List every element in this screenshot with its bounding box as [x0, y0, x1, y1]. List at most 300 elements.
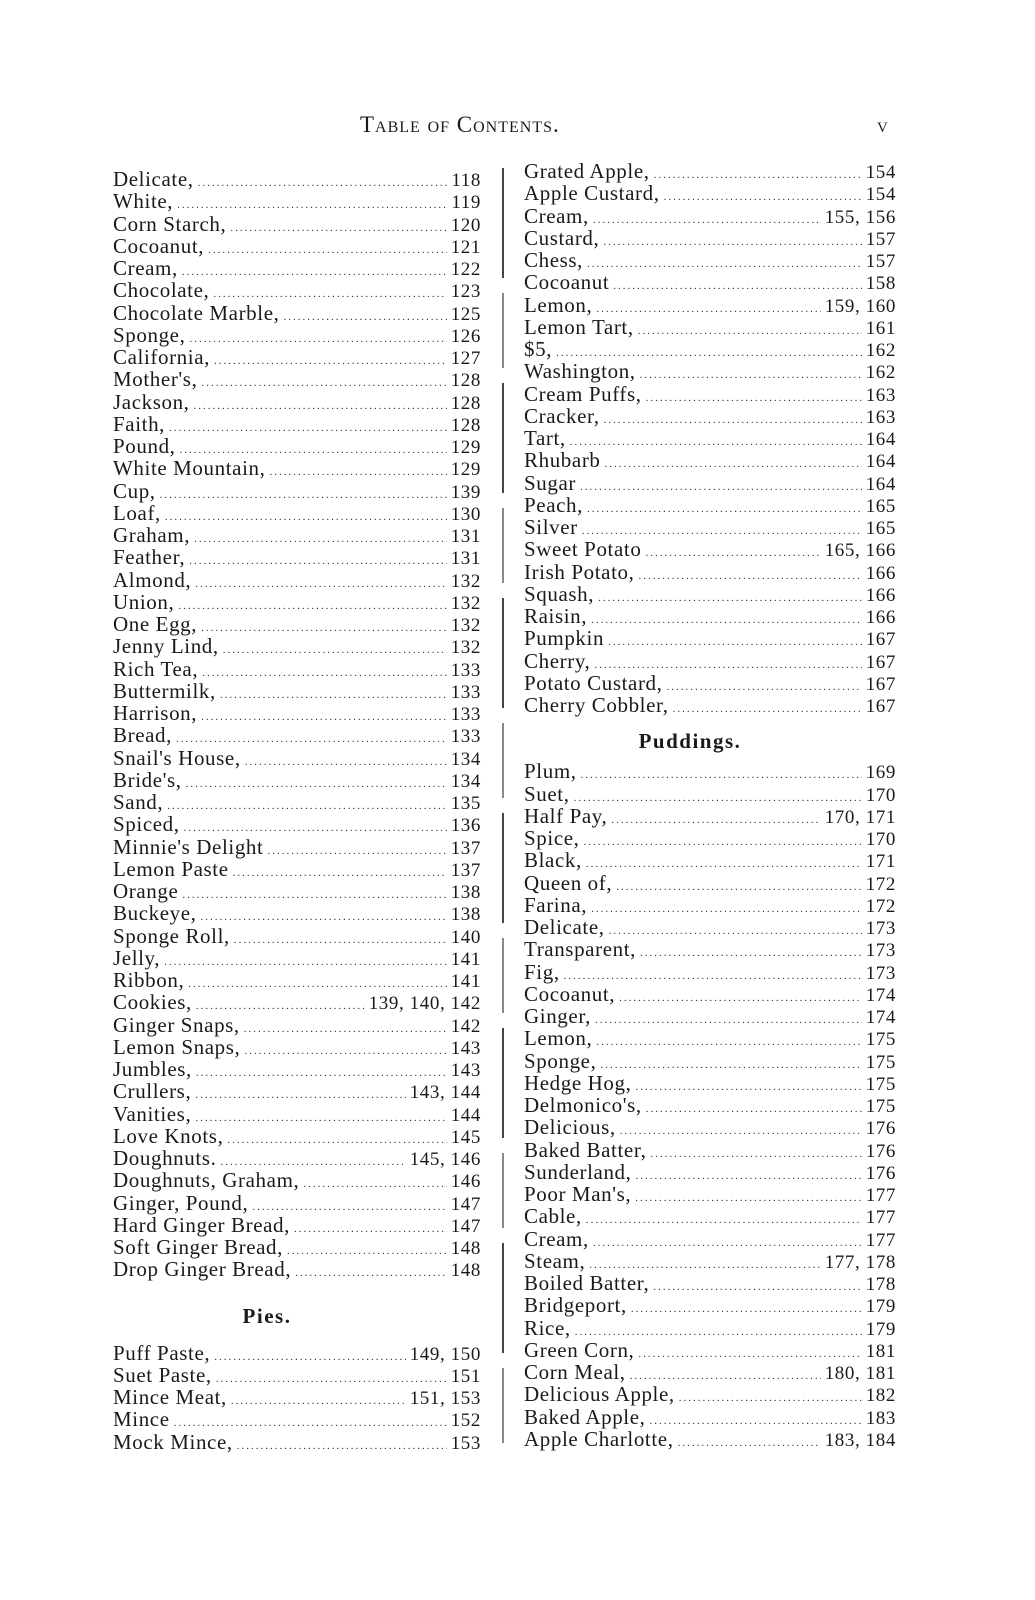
toc-entry	[113, 724, 481, 746]
entry-pages: 143	[450, 1037, 481, 1059]
entry-pages: 131	[450, 548, 481, 570]
dot-leader	[189, 328, 446, 350]
entry-pages: 173	[865, 940, 896, 962]
entry-name: Jumbles,	[113, 1057, 192, 1081]
entry-name: Boiled Batter,	[524, 1271, 650, 1295]
entry-name: Transparent,	[524, 937, 636, 962]
dot-leader	[608, 631, 862, 653]
dot-leader	[673, 698, 862, 720]
entry-name: Harrison,	[113, 701, 198, 725]
toc-entry	[113, 769, 481, 791]
entry-pages: 121	[450, 236, 481, 258]
dot-leader	[216, 1368, 447, 1390]
entry-name: Chocolate,	[113, 278, 210, 303]
dot-leader	[619, 987, 862, 1009]
toc-entry	[524, 205, 896, 227]
dot-leader	[194, 528, 447, 550]
entry-name: Graham,	[113, 523, 191, 547]
toc-entry	[524, 472, 896, 494]
toc-entry	[524, 227, 896, 249]
toc-entry	[113, 346, 481, 368]
toc-entry	[524, 916, 896, 938]
toc-entry	[524, 783, 896, 805]
entry-pages: 163	[865, 406, 896, 428]
dot-leader	[195, 1107, 446, 1129]
toc-entry	[524, 338, 896, 360]
entry-pages: 166	[865, 607, 896, 628]
toc-entry	[524, 516, 896, 538]
entry-pages: 179	[865, 1296, 896, 1318]
toc-entry	[524, 1183, 896, 1205]
entry-pages: 164	[865, 429, 896, 450]
entry-name: Minnie's Delight	[113, 834, 264, 859]
entry-name: Cherry Cobbler,	[524, 693, 669, 717]
entry-name: Baked Apple,	[524, 1404, 646, 1429]
entry-pages: 118	[451, 170, 481, 191]
cakes-list	[113, 168, 481, 1281]
dot-leader	[169, 417, 447, 439]
toc-entry	[113, 235, 481, 257]
entry-pages: 132	[450, 637, 481, 659]
entry-name: Bridgeport,	[524, 1293, 627, 1318]
pies-list	[113, 1342, 481, 1453]
entry-name: Squash,	[524, 581, 595, 606]
toc-entry	[524, 760, 896, 782]
entry-name: White Mountain,	[113, 456, 266, 481]
toc-entry	[524, 1250, 896, 1272]
entry-name: $5,	[524, 337, 553, 361]
dot-leader	[591, 898, 862, 920]
entry-pages: 139	[450, 481, 481, 503]
entry-pages: 125	[450, 303, 481, 325]
entry-name: Grated Apple,	[524, 159, 650, 183]
dot-leader	[650, 1410, 862, 1432]
entry-name: Raisin,	[524, 604, 588, 628]
dot-leader	[201, 372, 446, 394]
dot-leader	[678, 1432, 821, 1454]
dot-leader	[591, 609, 862, 631]
entry-name: Jackson,	[113, 389, 190, 414]
entry-pages: 177, 178	[824, 1251, 896, 1273]
entry-name: Farina,	[524, 892, 588, 917]
toc-entry	[524, 672, 896, 694]
toc-entry	[113, 324, 481, 346]
toc-entry	[113, 391, 481, 413]
entry-name: Cocoanut,	[524, 981, 616, 1006]
entry-pages: 180, 181	[824, 1363, 896, 1384]
entry-pages: 164	[865, 473, 896, 495]
entry-name: Cream,	[524, 1226, 589, 1251]
toc-entry	[113, 880, 481, 902]
entry-pages: 142	[450, 1015, 481, 1037]
entry-pages: 170	[865, 829, 896, 850]
toc-entry	[113, 1386, 481, 1408]
dot-leader	[201, 617, 447, 639]
toc-entry	[113, 1058, 481, 1080]
entry-pages: 174	[865, 1007, 896, 1028]
toc-entry	[113, 524, 481, 546]
toc-entry	[113, 480, 481, 502]
dot-leader	[202, 662, 447, 684]
entry-pages: 159, 160	[824, 295, 896, 317]
entry-name: Loaf,	[113, 500, 161, 525]
entry-pages: 175	[865, 1073, 896, 1095]
entry-pages: 138	[450, 882, 481, 903]
dot-leader	[244, 1018, 447, 1040]
entry-name: Sand,	[113, 790, 164, 814]
entry-pages: 169	[865, 762, 896, 784]
dot-leader	[245, 751, 447, 773]
dot-leader	[586, 853, 862, 875]
dot-leader	[603, 231, 861, 253]
dot-leader	[283, 306, 446, 328]
entry-pages: 137	[450, 837, 481, 859]
entry-name: Jelly,	[113, 945, 161, 970]
dot-leader	[294, 1218, 447, 1240]
dot-leader	[198, 172, 448, 194]
entry-name: California,	[113, 345, 210, 369]
entry-name: Ginger,	[524, 1004, 591, 1028]
toc-entry	[524, 1072, 896, 1094]
toc-entry	[113, 836, 481, 858]
dot-leader	[244, 1040, 446, 1062]
entry-name: Jenny Lind,	[113, 634, 219, 659]
toc-entry	[524, 872, 896, 894]
entry-pages: 170, 171	[824, 806, 896, 828]
dot-leader	[587, 498, 862, 520]
toc-entry	[524, 1139, 896, 1161]
entry-pages: 129	[450, 437, 481, 458]
dot-leader	[613, 275, 861, 297]
entry-name: Green Corn,	[524, 1337, 635, 1362]
dot-leader	[237, 1435, 447, 1457]
entry-pages: 183, 184	[824, 1429, 896, 1451]
toc-entry	[113, 457, 481, 479]
entry-pages: 143, 144	[409, 1082, 481, 1104]
toc-entry	[524, 1406, 896, 1428]
dot-leader	[196, 1062, 447, 1084]
entry-pages: 136	[450, 815, 481, 837]
toc-entry	[524, 1428, 896, 1450]
entry-name: Mince	[113, 1407, 170, 1432]
entry-name: Mock Mince,	[113, 1429, 233, 1454]
dot-leader	[194, 395, 447, 417]
toc-entry	[113, 747, 481, 769]
entry-name: One Egg,	[113, 612, 198, 636]
dot-leader	[593, 209, 821, 231]
toc-entry	[524, 827, 896, 849]
toc-entry	[113, 168, 481, 190]
toc-entry	[113, 969, 481, 991]
entry-name: Rice,	[524, 1315, 571, 1340]
toc-entry	[113, 1214, 481, 1236]
entry-pages: 130	[450, 503, 481, 525]
dot-leader	[646, 1098, 862, 1120]
entry-name: Cocoanut,	[113, 233, 205, 258]
entry-pages: 161	[865, 317, 896, 339]
toc-entry	[524, 583, 896, 605]
toc-entry	[524, 1027, 896, 1049]
toc-entry	[113, 1236, 481, 1258]
entry-name: Apple Charlotte,	[524, 1426, 674, 1451]
dot-leader	[635, 1076, 861, 1098]
puddings-list	[524, 760, 896, 1450]
entry-name: Delicate,	[113, 167, 194, 191]
entry-pages: 131	[450, 526, 481, 547]
entry-name: Apple Custard,	[524, 181, 660, 206]
dot-leader	[586, 1209, 862, 1231]
entry-pages: 141	[450, 971, 481, 992]
entry-name: Chocolate Marble,	[113, 300, 280, 325]
dot-leader	[287, 1240, 447, 1262]
entry-name: Spiced,	[113, 812, 180, 837]
entry-pages: 133	[450, 704, 481, 725]
dot-leader	[178, 595, 446, 617]
entry-name: Buckeye,	[113, 901, 197, 926]
entry-name: Feather,	[113, 545, 186, 570]
dot-leader	[667, 676, 862, 698]
dot-leader	[182, 261, 447, 283]
entry-pages: 128	[450, 392, 481, 414]
entry-name: Lemon Paste	[113, 856, 229, 881]
page-header	[0, 112, 1035, 142]
entry-name: Cream Puffs,	[524, 381, 642, 406]
entry-pages: 172	[865, 873, 896, 895]
dot-leader	[223, 639, 447, 661]
dot-leader	[201, 706, 447, 728]
toc-entry	[113, 1364, 481, 1386]
dot-leader	[598, 587, 862, 609]
entry-pages: 175	[865, 1051, 896, 1073]
entry-name: Cream,	[113, 256, 178, 280]
entry-pages: 145, 146	[409, 1149, 481, 1170]
toc-entry	[524, 805, 896, 827]
entry-name: Pound,	[113, 434, 176, 458]
entry-pages: 147	[450, 1193, 481, 1215]
entry-name: Irish Potato,	[524, 559, 635, 584]
entry-name: Sponge,	[524, 1048, 597, 1073]
toc-entry	[524, 894, 896, 916]
entry-name: Black,	[524, 848, 582, 873]
entry-name: Buttermilk,	[113, 678, 216, 703]
toc-entry	[113, 569, 481, 591]
entry-name: Cream,	[524, 203, 589, 228]
dot-leader	[186, 773, 447, 795]
toc-entry	[524, 961, 896, 983]
toc-entry	[524, 160, 896, 182]
dot-leader	[654, 164, 862, 186]
dot-leader	[195, 1084, 405, 1106]
entry-name: White,	[113, 189, 174, 214]
dot-leader	[580, 476, 862, 498]
toc-entry	[524, 1272, 896, 1294]
toc-entry	[113, 658, 481, 680]
entry-name: Cable,	[524, 1204, 582, 1229]
entry-name: Soft Ginger Bread,	[113, 1235, 284, 1259]
dot-leader	[570, 431, 862, 453]
toc-entry	[524, 405, 896, 427]
dot-leader	[587, 253, 862, 275]
dot-leader	[230, 217, 446, 239]
toc-entry	[524, 1317, 896, 1339]
toc-entry	[113, 190, 481, 212]
entry-pages: 154	[865, 184, 896, 206]
entry-pages: 141	[450, 948, 481, 970]
entry-name: Rich Tea,	[113, 656, 199, 681]
toc-entry	[524, 627, 896, 649]
entry-name: Sponge,	[113, 322, 186, 347]
toc-entry	[524, 1094, 896, 1116]
dot-leader	[609, 920, 862, 942]
entry-pages: 162	[865, 362, 896, 384]
dot-leader	[646, 387, 862, 409]
entry-pages: 165, 166	[824, 540, 896, 562]
toc-entry	[113, 435, 481, 457]
toc-entry	[113, 413, 481, 435]
dot-leader	[220, 684, 447, 706]
entry-name: Fig,	[524, 959, 560, 984]
entry-pages: 173	[865, 962, 896, 984]
entry-name: Union,	[113, 589, 175, 614]
entry-pages: 137	[450, 859, 481, 881]
toc-entry	[524, 1050, 896, 1072]
dot-leader	[165, 506, 447, 528]
dot-leader	[638, 320, 862, 342]
toc-entry	[113, 1258, 481, 1280]
entry-name: Sponge Roll,	[113, 923, 230, 948]
dot-leader	[604, 409, 862, 431]
entry-pages: 166	[865, 562, 896, 584]
dot-leader	[584, 831, 862, 853]
entry-name: Cocoanut	[524, 270, 610, 295]
dot-leader	[182, 884, 446, 906]
entry-name: Lemon,	[524, 1026, 593, 1051]
entry-name: Ginger Snaps,	[113, 1012, 240, 1037]
entry-pages: 151	[450, 1365, 481, 1387]
entry-pages: 145	[450, 1126, 481, 1148]
pies-continued-list	[524, 160, 896, 716]
entry-name: Almond,	[113, 567, 192, 592]
toc-entry	[524, 427, 896, 449]
toc-entry	[113, 279, 481, 301]
entry-name: Delicious Apple,	[524, 1382, 675, 1407]
toc-entry	[524, 294, 896, 316]
toc-entry	[113, 502, 481, 524]
entry-pages: 132	[450, 592, 481, 614]
toc-entry	[524, 383, 896, 405]
entry-name: Chess,	[524, 248, 584, 272]
entry-pages: 176	[865, 1118, 896, 1140]
dot-leader	[234, 929, 447, 951]
toc-entry	[113, 680, 481, 702]
entry-pages: 140	[450, 926, 481, 948]
entry-pages: 149, 150	[409, 1343, 481, 1365]
toc-entry	[113, 613, 481, 635]
toc-entry	[524, 650, 896, 672]
toc-entry	[113, 791, 481, 813]
dot-leader	[195, 573, 446, 595]
entry-name: Delmonico's,	[524, 1093, 642, 1117]
dot-leader	[600, 1054, 861, 1076]
toc-entry	[524, 1116, 896, 1138]
toc-entry	[524, 494, 896, 516]
dot-leader	[638, 565, 861, 587]
toc-entry	[113, 1080, 481, 1102]
entry-name: Vanities,	[113, 1101, 192, 1126]
entry-pages: 152	[450, 1410, 481, 1432]
entry-pages: 170	[865, 784, 896, 806]
entry-pages: 135	[450, 793, 481, 814]
entry-pages: 176	[865, 1140, 896, 1162]
entry-name: Faith,	[113, 411, 166, 436]
column-divider	[502, 168, 504, 1453]
entry-pages: 143	[450, 1060, 481, 1081]
entry-name: Ginger, Pound,	[113, 1190, 249, 1215]
dot-leader	[214, 350, 447, 372]
entry-name: Bride's,	[113, 767, 182, 792]
entry-name: Custard,	[524, 225, 600, 250]
entry-name: Cookies,	[113, 990, 192, 1015]
entry-name: Delicious,	[524, 1115, 616, 1140]
toc-entry	[524, 1361, 896, 1383]
entry-pages: 167	[865, 696, 896, 717]
entry-pages: 171	[865, 851, 896, 873]
entry-pages: 133	[450, 726, 481, 748]
dot-leader	[208, 239, 447, 261]
entry-pages: 129	[450, 459, 481, 481]
toc-entry	[524, 538, 896, 560]
entry-name: Lemon,	[524, 292, 593, 317]
entry-name: Doughnuts, Graham,	[113, 1168, 300, 1193]
toc-entry	[113, 902, 481, 924]
toc-entry	[113, 591, 481, 613]
dot-leader	[664, 186, 862, 208]
dot-leader	[635, 1187, 861, 1209]
entry-name: Hedge Hog,	[524, 1070, 632, 1095]
entry-name: Snail's House,	[113, 745, 241, 770]
dot-leader	[214, 1346, 405, 1368]
entry-pages: 166	[865, 584, 896, 606]
toc-entry	[113, 925, 481, 947]
entry-name: Ribbon,	[113, 968, 185, 992]
toc-entry	[524, 694, 896, 716]
dot-leader	[269, 461, 446, 483]
entry-pages: 164	[865, 451, 896, 473]
entry-name: Cherry,	[524, 648, 591, 673]
toc-entry	[113, 257, 481, 279]
toc-entry	[113, 702, 481, 724]
entry-name: Doughnuts.	[113, 1146, 217, 1170]
dot-leader	[581, 764, 862, 786]
entry-name: Sweet Potato	[524, 537, 642, 562]
entry-pages: 179	[865, 1318, 896, 1340]
entry-name: Rhubarb	[524, 448, 601, 473]
entry-pages: 138	[450, 904, 481, 926]
dot-leader	[189, 550, 447, 572]
entry-name: Baked Batter,	[524, 1137, 647, 1162]
toc-entry	[113, 813, 481, 835]
toc-entry	[113, 858, 481, 880]
dot-leader	[164, 951, 447, 973]
entry-name: Cup,	[113, 478, 156, 503]
toc-entry	[524, 561, 896, 583]
toc-entry	[113, 1408, 481, 1430]
toc-entry	[524, 1228, 896, 1250]
entry-name: Tart,	[524, 426, 566, 450]
toc-entry	[113, 1342, 481, 1364]
entry-pages: 167	[865, 629, 896, 651]
entry-pages: 139, 140, 142	[368, 993, 481, 1015]
